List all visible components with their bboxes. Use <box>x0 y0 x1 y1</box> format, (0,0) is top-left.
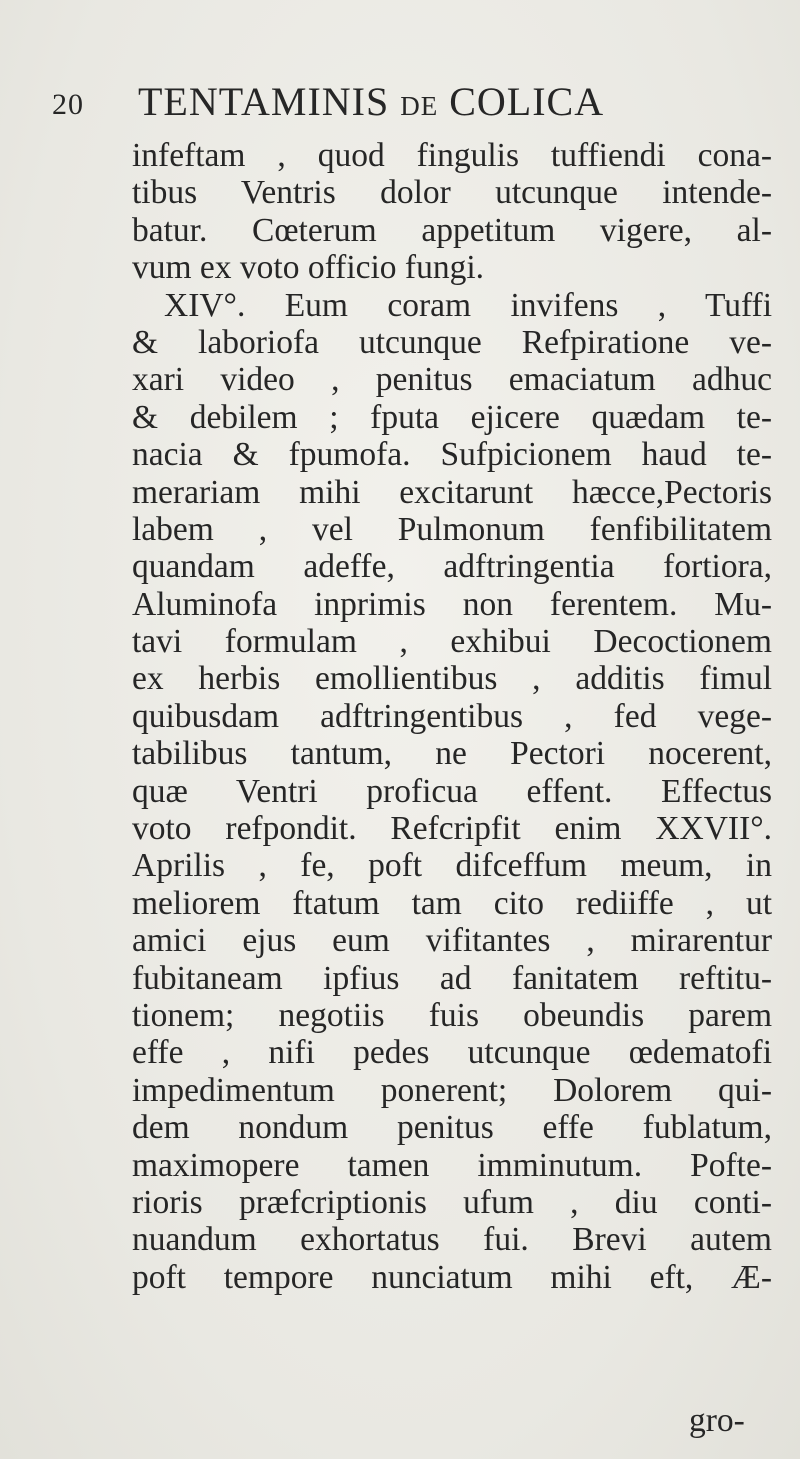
text-line: amici ejus eum vifitantes , mirarentur <box>132 922 772 960</box>
body-text <box>132 137 772 1296</box>
text-line: impedimentum ponerent; Dolorem qui- <box>132 1071 772 1109</box>
text-line: infeftam , quod fingulis tuffiendi cona- <box>132 137 772 174</box>
page-header <box>52 78 752 128</box>
text-line: voto refpondit. Refcripfit enim XXVII°. <box>132 810 772 848</box>
page-number: 20 <box>52 88 84 121</box>
text-line: Aprilis , fe, poft difceffum meum, in <box>132 847 772 885</box>
text-line: & debilem ; fputa ejicere quædam te- <box>132 398 772 436</box>
text-line: quibusdam adftringentibus , fed vege- <box>132 697 772 735</box>
text-line: tavi formulam , exhibui Decoctionem <box>132 623 772 661</box>
text-line: XIV°. Eum coram invifens , Tuffi <box>164 286 772 324</box>
catchword: gro- <box>689 1402 745 1439</box>
text-line: batur. Cœterum appetitum vigere, al- <box>132 211 772 249</box>
text-line: tibus Ventris dolor utcunque intende- <box>132 174 772 212</box>
text-line: merariam mihi excitarunt hæcce,Pectoris <box>132 473 772 511</box>
text-line: xari video , penitus emaciatum adhuc <box>132 361 772 399</box>
text-line: tabilibus tantum, ne Pectori nocerent, <box>132 735 772 773</box>
text-line: nuandum exhortatus fui. Brevi autem <box>132 1221 772 1259</box>
text-line: nacia & fpumofa. Sufpicionem haud te- <box>132 436 772 474</box>
text-line: vum ex voto officio fungi. <box>132 249 485 287</box>
text-line: poft tempore nunciatum mihi eft, Æ- <box>132 1258 772 1296</box>
text-line: meliorem ftatum tam cito rediiffe , ut <box>132 884 772 922</box>
running-head-title-end: COLICA <box>449 79 605 124</box>
running-head-title-start: TENTAMINIS <box>138 79 390 124</box>
text-line: fubitaneam ipfius ad fanitatem reftitu- <box>132 959 772 997</box>
text-line: effe , nifi pedes utcunque œdematofi <box>132 1034 772 1072</box>
text-line: quæ Ventri proficua effent. Effectus <box>132 772 772 810</box>
running-head-title-small: DE <box>400 91 439 121</box>
text-line: labem , vel Pulmonum fenfibilitatem <box>132 510 772 548</box>
text-line: maximopere tamen imminutum. Pofte- <box>132 1146 772 1184</box>
text-line: & laboriofa utcunque Refpiratione ve- <box>132 323 772 361</box>
text-line: dem nondum penitus effe fublatum, <box>132 1109 772 1147</box>
running-head <box>138 78 604 125</box>
text-line: quandam adeffe, adftringentia fortiora, <box>132 548 772 586</box>
text-line: ex herbis emollientibus , additis fimul <box>132 660 772 698</box>
text-line: rioris præfcriptionis ufum , diu conti- <box>132 1183 772 1221</box>
text-line: tionem; negotiis fuis obeundis parem <box>132 996 772 1034</box>
text-line: Aluminofa inprimis non ferentem. Mu- <box>132 585 772 623</box>
